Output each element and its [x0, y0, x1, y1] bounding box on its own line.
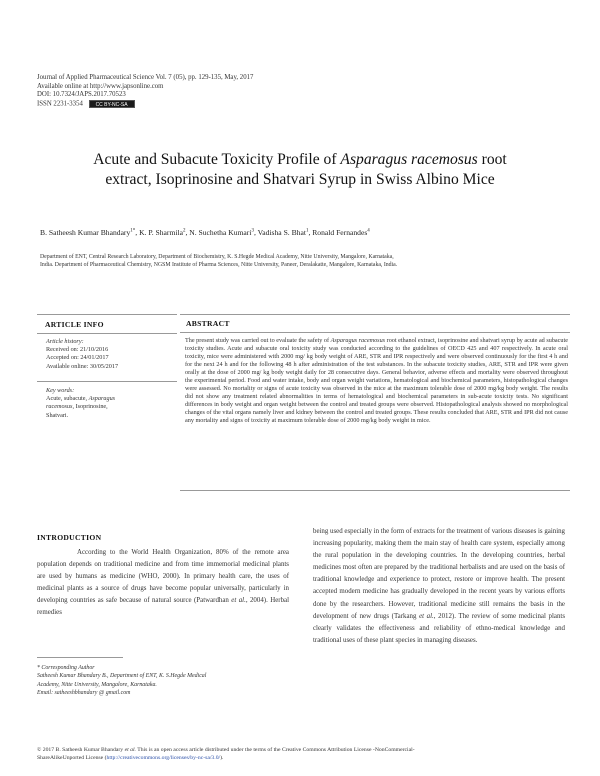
- author-sup: 2: [182, 228, 186, 234]
- intro-text: According to the World Health Organization, 80% of the remote area population depends on traditional medicine and from time immemorial medicinal plants are used by humans as medicine (WHO, 2000). In primary health care, the uses of medicinal plants as a source of drugs have become popular universally, particularly in developing countries as safe because of natural source (Patwardhan: [37, 549, 289, 605]
- author-sup: 3: [251, 228, 254, 234]
- author-sup: 1*: [130, 228, 136, 234]
- corresponding-author: [37, 664, 289, 697]
- author-sup: 4: [367, 228, 370, 234]
- abstract-text: root ethanol extract, isoprinosine and shatvari syrup by acute ad subacute toxicity studies. Acute and subacute oral toxicity study was conducted according to the guidelines of OECD 425 and 407 respectively. In acute oral toxicity, mice were administered with 2000 mg/ kg body weight of ARE, STR and IPR respectively and were observed continuously for the first 4 h and for the next 24 h and for the following 48 h after administration of the test substances. In the subacute toxicity studies, ARE, STR and IPR were given orally at the dose of 2000 mg/ kg body weight daily for 28 consecutive days. General behavior, adverse effects and mortality were observed throughout the experimental period. Food and water intake, body and organ weight variations, hematological and biochemical parameters, histopathological changes were assessed. No mortality or signs of acute toxicity was observed in the mice at the maximum tolerable dose of 2000 mg/kg body weight. The results did not show any treatment related abnormalities in terms of hematological and biochemical parameters in sub-acute toxicity tests. No significant differences in body weight and organ weight between the control and treated groups were observed. Histopathological analysis showed no morphological changes of the vital organs namely liver and kidney between the control and treated groups. These results concluded that ARE, STR and IPR did not cause any mortality and signs of toxicity at maximum tolerable dose of 2000 mg/kg body weight in mice.: [185, 337, 568, 425]
- paper-title: [30, 150, 570, 190]
- accepted-date: Accepted on: 24/01/2017: [46, 354, 109, 362]
- title-line-2: extract, Isoprinosine and Shatvari Syrup in Swiss Albino Mice: [105, 171, 495, 188]
- divider: [180, 314, 570, 315]
- intro-text: , 2004). Herbal remedies: [37, 597, 289, 617]
- footnote-divider: [37, 657, 123, 658]
- license-text: © 2017 B. Satheesh Kumar Bhandary: [37, 747, 125, 753]
- divider: [180, 332, 570, 333]
- license-italic: et al.: [124, 747, 136, 753]
- keyword-italic: racemosus: [46, 403, 73, 411]
- article-info-heading: ARTICLE INFO: [45, 320, 104, 329]
- author-list: B. Satheesh Kumar Bhandary$^{1*}$, K. P. Sharmila$^2$, N. Suchetha Kumari$^3$, Vadisha S. Bhat$^1$, Ronald Fernandes$^4$: [40, 228, 370, 237]
- title-species: Asparagus racemosus: [340, 151, 478, 168]
- author: B. Satheesh Kumar Bhandary: [40, 228, 131, 237]
- affiliation-line: India. Department of Pharmaceutical Chemistry, NGSM Institute of Pharma Sciences, Nitte University, Paneer, Deralakatte, Mangalore, Karnataka, India.: [40, 262, 398, 268]
- journal-header: [37, 74, 457, 109]
- journal-issn: ISSN 2231-3354: [37, 100, 83, 108]
- license-text: This is an open access article distributed under the terms of the Creative Commons Attribution License -NonCommercial-: [135, 747, 415, 753]
- author: K. P. Sharmila: [139, 228, 183, 237]
- correspondence-line: Satheesh Kumar Bhandary B., Department of ENT, K. S.Hegde Medical: [37, 673, 207, 680]
- correspondence-label: * Corresponding Author: [37, 665, 95, 671]
- divider: [37, 333, 177, 334]
- intro-italic: et al.: [231, 597, 246, 605]
- abstract-species: Asparagus racemosus: [330, 337, 386, 344]
- title-text: Acute and Subacute Toxicity Profile of: [93, 151, 341, 168]
- correspondence-email: Email: satheeshbhandary @ gmail.com: [37, 689, 131, 696]
- author: N. Suchetha Kumari: [189, 228, 252, 237]
- license-footer: [37, 746, 577, 762]
- received-date: Received on: 21/10/2016: [46, 346, 109, 354]
- divider: [37, 314, 177, 315]
- introduction-left-column: [37, 547, 289, 620]
- journal-available: Available online at http://www.japsonline.com: [37, 82, 164, 90]
- title-text-tail: root: [477, 151, 507, 168]
- introduction-right-column: [313, 526, 565, 647]
- journal-issn-row: [37, 100, 457, 109]
- introduction-heading: INTRODUCTION: [37, 533, 102, 542]
- cc-license-badge[interactable]: CC BY-NC-SA: [89, 100, 135, 108]
- keywords-label: Key words:: [46, 387, 75, 394]
- author: Vadisha S. Bhat: [257, 228, 306, 237]
- journal-doi: DOI: 10.7324/JAPS.2017.70523: [37, 91, 126, 99]
- intro-text: , 2012). The review of some medicinal plants clearly validates the effectiveness and reliability of ethno-medical knowledge and traditional uses of these plant species in managing diseases.: [313, 612, 565, 644]
- abstract-text: The present study was carried out to evaluate the safety of: [185, 337, 331, 344]
- license-link[interactable]: http://creativecommons.org/licenses/by-nc-sa/3.0/: [106, 755, 221, 761]
- abstract-heading: ABSTRACT: [186, 319, 230, 328]
- affiliations: [40, 253, 570, 269]
- keyword-text: , Isoprinosine,: [72, 403, 108, 411]
- intro-italic: et al.: [419, 612, 434, 620]
- journal-citation: Journal of Applied Pharmaceutical Science Vol. 7 (05), pp. 129-135, May, 2017: [37, 74, 254, 81]
- divider: [180, 490, 570, 491]
- abstract-body: [185, 337, 568, 426]
- keywords: [46, 387, 176, 420]
- keyword-text: Acute, subacute,: [46, 395, 89, 403]
- intro-text: being used especially in the form of extracts for the treatment of various diseases is gaining increasing popularity, making them the main stay of health care system, especially among the rural population in the developing countries. In the developing countries, herbal medicines most often are prepared by the traditional herbalists and are used on the basis of traditional knowledge and experience to protect, restore or improve health. The present accepted modern medicine has gradually developed in the recent years by various efforts done by the researchers. However, traditional medicine still remains the basis in the development of new drugs (Tarkang: [313, 528, 566, 620]
- article-history: [46, 338, 176, 371]
- history-label: Article history:: [46, 338, 84, 345]
- correspondence-line: Academy, Nitte University, Mangalore, Karnataka.: [37, 681, 157, 688]
- divider: [37, 381, 177, 382]
- author-sup: 1: [305, 228, 309, 234]
- author: Ronald Fernandes: [312, 228, 368, 237]
- license-text: ShareAlikeUnported License (: [37, 755, 107, 761]
- license-text: ).: [220, 755, 224, 761]
- title-line-1: [30, 150, 570, 170]
- online-date: Available online: 30/05/2017: [46, 362, 119, 370]
- keyword-italic: Asparagus: [88, 395, 116, 403]
- affiliation-line: Department of ENT, Central Research Laboratory, Department of Biochemistry, K. S.Hegde Medical Academy, Nitte University, Mangalore, Karnataka,: [40, 254, 394, 260]
- keyword-text: Shatvari.: [46, 411, 69, 419]
